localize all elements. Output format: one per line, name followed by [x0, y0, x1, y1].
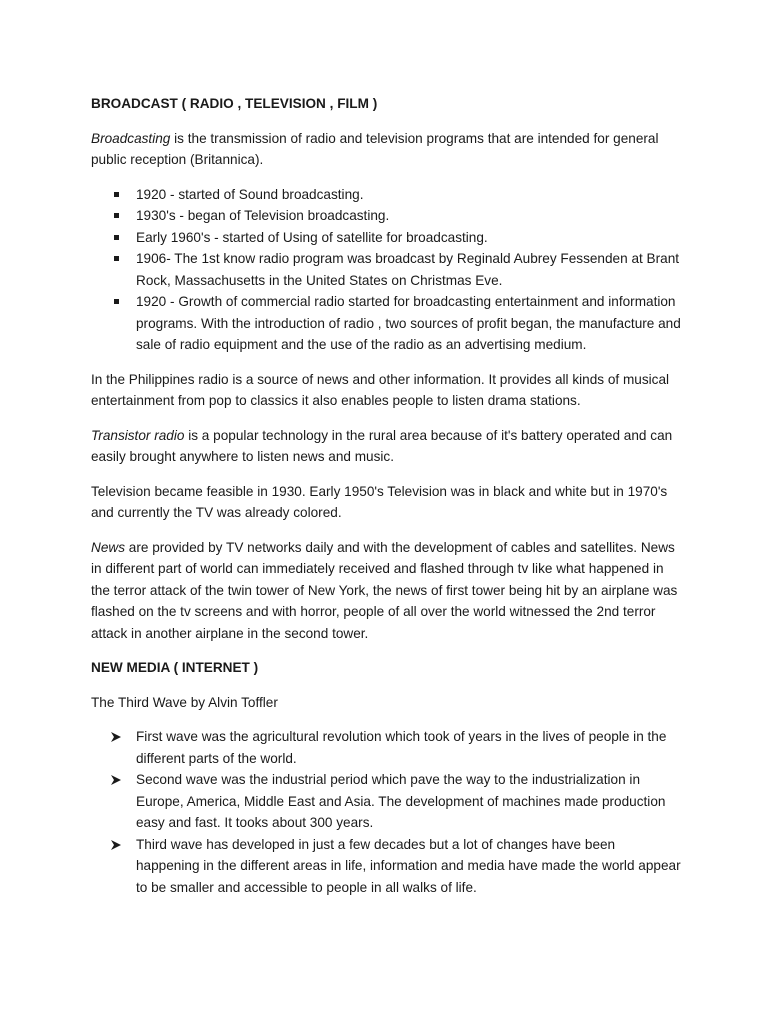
third-wave-subheading: The Third Wave by Alvin Toffler	[91, 694, 278, 710]
broadcasting-term: Broadcasting	[91, 130, 171, 146]
arrowhead-bullet-icon	[110, 731, 122, 743]
broadcasting-definition-text: is the transmission of radio and television programs that are intended for general public reception (Britannica).	[91, 130, 659, 167]
square-bullet-icon	[114, 235, 119, 240]
transistor-paragraph	[91, 425, 681, 468]
square-bullet-icon	[114, 299, 119, 304]
broadcast-heading: BROADCAST ( RADIO , TELEVISION , FILM )	[91, 96, 378, 111]
new-media-heading: NEW MEDIA ( INTERNET )	[91, 660, 259, 675]
document-page	[91, 93, 681, 911]
list-item: 1930's - began of Television broadcasting.	[91, 205, 681, 227]
waves-list	[91, 726, 681, 898]
square-bullet-icon	[114, 256, 119, 261]
list-item: Early 1960's - started of Using of satellite for broadcasting.	[91, 227, 681, 249]
square-bullet-icon	[114, 192, 119, 197]
list-item: 1920 - started of Sound broadcasting.	[91, 184, 681, 206]
list-item: First wave was the agricultural revolution which took of years in the lives of people in the different parts of the world.	[91, 726, 681, 769]
philippines-paragraph: In the Philippines radio is a source of news and other information. It provides all kinds of musical entertainment from pop to classics it also enables people to listen drama stations.	[91, 371, 670, 408]
television-paragraph: Television became feasible in 1930. Early 1950's Television was in black and white but in 1970's and currently the TV was already colored.	[91, 483, 668, 520]
arrowhead-bullet-icon	[110, 839, 122, 851]
news-text: are provided by TV networks daily and with the development of cables and satellites. News in different part of world can immediately received and flashed through tv like what happened in the terror attack of the twin tower of New York, the news of first tower being hit by an airplane was flashed on the tv screens and with horror, people of all over the world witnessed the 2nd terror attack in another airplane in the second tower.	[91, 539, 678, 641]
broadcasting-definition	[91, 128, 681, 171]
broadcast-timeline-list	[91, 184, 681, 356]
transistor-term: Transistor radio	[91, 427, 185, 443]
square-bullet-icon	[114, 213, 119, 218]
list-item: Second wave was the industrial period which pave the way to the industrialization in Europe, America, Middle East and Asia. The development of machines made production easy and fast. It tooks about 300 years.	[91, 769, 681, 834]
news-term: News	[91, 539, 125, 555]
list-item: 1906- The 1st know radio program was broadcast by Reginald Aubrey Fessenden at Brant Rock, Massachusetts in the United States on Christmas Eve.	[91, 248, 681, 291]
list-item: Third wave has developed in just a few decades but a lot of changes have been happening in the different areas in life, information and media have made the world appear to be smaller and accessible to people in all walks of life.	[91, 834, 681, 899]
news-paragraph	[91, 537, 681, 645]
transistor-text: is a popular technology in the rural area because of it's battery operated and can easily brought anywhere to listen news and music.	[91, 427, 673, 464]
arrowhead-bullet-icon	[110, 774, 122, 786]
list-item: 1920 - Growth of commercial radio started for broadcasting entertainment and information programs. With the introduction of radio , two sources of profit began, the manufacture and sale of radio equipment and the use of the radio as an advertising medium.	[91, 291, 681, 356]
